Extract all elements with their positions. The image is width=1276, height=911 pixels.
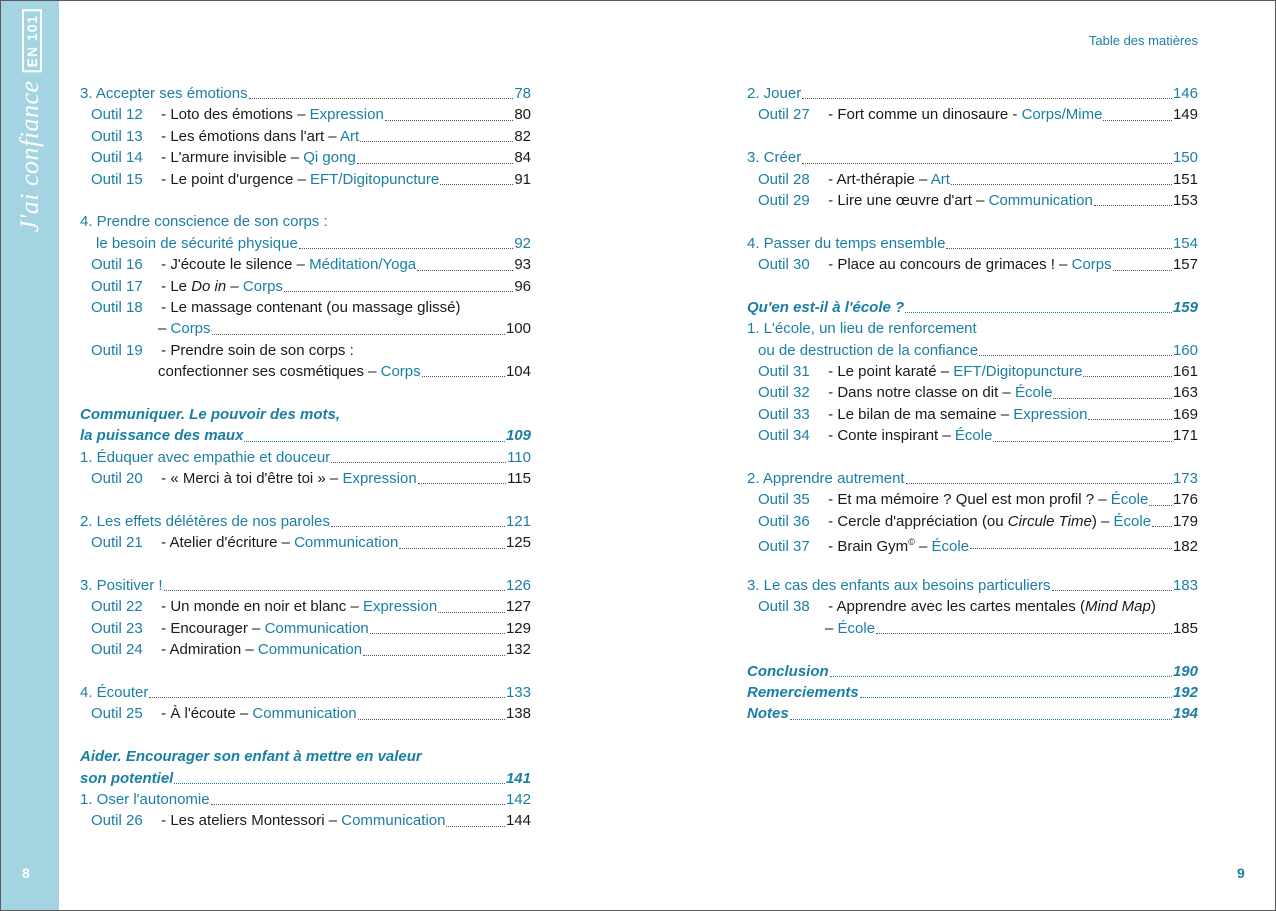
toc-entry-continuation[interactable]: – École 185 <box>825 619 1198 637</box>
toc-entry[interactable]: Outil 37 - Brain Gym© – École 182 <box>758 537 1198 556</box>
toc-entry[interactable]: Outil 32 - Dans notre classe on dit – École 163 <box>758 384 1198 402</box>
toc-entry-continuation[interactable]: confectionner ses cosmétiques – Corps 104 <box>158 363 531 381</box>
toc-entry[interactable]: Outil 24 - Admiration – Communication 132 <box>91 641 531 659</box>
book-title: J'ai confianceEN 101 <box>15 10 45 233</box>
page-number-left: 8 <box>22 865 30 881</box>
toc-entry[interactable]: 4. Prendre conscience de son corps : <box>80 213 328 231</box>
toc-entry[interactable]: 1. Oser l'autonomie 142 <box>80 790 531 808</box>
toc-part-heading[interactable]: Conclusion 190 <box>747 662 1198 680</box>
book-badge: EN 101 <box>22 10 42 73</box>
toc-left-column <box>80 83 531 832</box>
toc-entry-continuation[interactable]: le besoin de sécurité physique 92 <box>96 234 531 252</box>
running-header: Table des matières <box>1088 33 1198 48</box>
toc-entry[interactable]: Outil 18 - Le massage contenant (ou massage glissé) <box>91 298 461 316</box>
toc-entry[interactable]: Outil 35 - Et ma mémoire ? Quel est mon profil ? – École 176 <box>758 491 1198 509</box>
toc-entry[interactable]: Outil 23 - Encourager – Communication 129 <box>91 619 531 637</box>
toc-entry[interactable]: 3. Positiver ! 126 <box>80 576 531 594</box>
toc-entry[interactable]: Outil 27 - Fort comme un dinosaure - Corps/Mime 149 <box>758 106 1198 124</box>
toc-part-heading[interactable]: Aider. Encourager son enfant à mettre en valeur <box>80 748 422 766</box>
toc-entry[interactable]: Outil 15 - Le point d'urgence – EFT/Digitopuncture 91 <box>91 170 531 188</box>
toc-entry[interactable]: Outil 33 - Le bilan de ma semaine – Expression 169 <box>758 405 1198 423</box>
toc-entry[interactable]: 3. Accepter ses émotions 78 <box>80 85 531 102</box>
toc-entry[interactable]: Outil 19 - Prendre soin de son corps : <box>91 341 354 359</box>
toc-entry[interactable]: Outil 34 - Conte inspirant – École 171 <box>758 427 1198 445</box>
toc-entry[interactable]: 4. Passer du temps ensemble 154 <box>747 234 1198 252</box>
toc-entry[interactable]: Outil 28 - Art-thérapie – Art 151 <box>758 170 1198 188</box>
toc-entry[interactable]: 2. Les effets délétères de nos paroles 121 <box>80 512 531 530</box>
toc-part-heading[interactable]: la puissance des maux 109 <box>80 427 531 445</box>
toc-entry[interactable]: Outil 22 - Un monde en noir et blanc – Expression 127 <box>91 598 531 616</box>
toc-entry[interactable]: Outil 31 - Le point karaté – EFT/Digitopuncture 161 <box>758 363 1198 381</box>
page-number-right: 9 <box>1237 865 1245 881</box>
toc-entry[interactable]: Outil 36 - Cercle d'appréciation (ou Circule Time) – École 179 <box>758 512 1198 530</box>
toc-entry-continuation[interactable]: – Corps 100 <box>158 320 531 338</box>
toc-entry[interactable]: Outil 13 - Les émotions dans l'art – Art 82 <box>91 127 531 145</box>
toc-entry[interactable]: 4. Écouter 133 <box>80 683 531 701</box>
toc-entry[interactable]: Outil 26 - Les ateliers Montessori – Communication 144 <box>91 812 531 830</box>
toc-entry[interactable]: 3. Le cas des enfants aux besoins particuliers 183 <box>747 576 1198 594</box>
toc-part-heading[interactable]: son potentiel 141 <box>80 769 531 787</box>
toc-part-heading[interactable]: Remerciements 192 <box>747 683 1198 701</box>
toc-entry[interactable]: 1. L'école, un lieu de renforcement <box>747 320 977 338</box>
toc-part-heading[interactable]: Notes 194 <box>747 705 1198 723</box>
toc-entry[interactable]: Outil 16 - J'écoute le silence – Méditation/Yoga 93 <box>91 256 531 274</box>
toc-entry[interactable]: 3. Créer 150 <box>747 149 1198 167</box>
toc-entry[interactable]: Outil 17 - Le Do in – Corps 96 <box>91 277 531 295</box>
toc-entry[interactable]: Outil 25 - À l'écoute – Communication 138 <box>91 705 531 723</box>
toc-entry[interactable]: 2. Apprendre autrement 173 <box>747 470 1198 488</box>
toc-entry-continuation[interactable]: ou de destruction de la confiance 160 <box>758 341 1198 359</box>
toc-right-column <box>747 83 1198 725</box>
toc-part-heading[interactable]: Communiquer. Le pouvoir des mots, <box>80 405 341 423</box>
toc-entry[interactable]: Outil 20 - « Merci à toi d'être toi » – Expression 115 <box>91 470 531 488</box>
toc-entry[interactable]: 2. Jouer 146 <box>747 85 1198 102</box>
toc-part-heading[interactable]: Qu'en est-il à l'école ? 159 <box>747 298 1198 316</box>
toc-entry[interactable]: Outil 29 - Lire une œuvre d'art – Communication 153 <box>758 191 1198 209</box>
toc-entry[interactable]: Outil 38 - Apprendre avec les cartes mentales (Mind Map) <box>758 598 1156 616</box>
toc-entry[interactable]: 1. Éduquer avec empathie et douceur 110 <box>80 448 531 466</box>
toc-entry[interactable]: Outil 14 - L'armure invisible – Qi gong 84 <box>91 149 531 167</box>
toc-entry[interactable]: Outil 12 - Loto des émotions – Expression 80 <box>91 106 531 124</box>
toc-entry[interactable]: Outil 21 - Atelier d'écriture – Communication 125 <box>91 534 531 552</box>
sidebar-band <box>1 1 59 910</box>
toc-entry[interactable]: Outil 30 - Place au concours de grimaces ! – Corps 157 <box>758 256 1198 274</box>
